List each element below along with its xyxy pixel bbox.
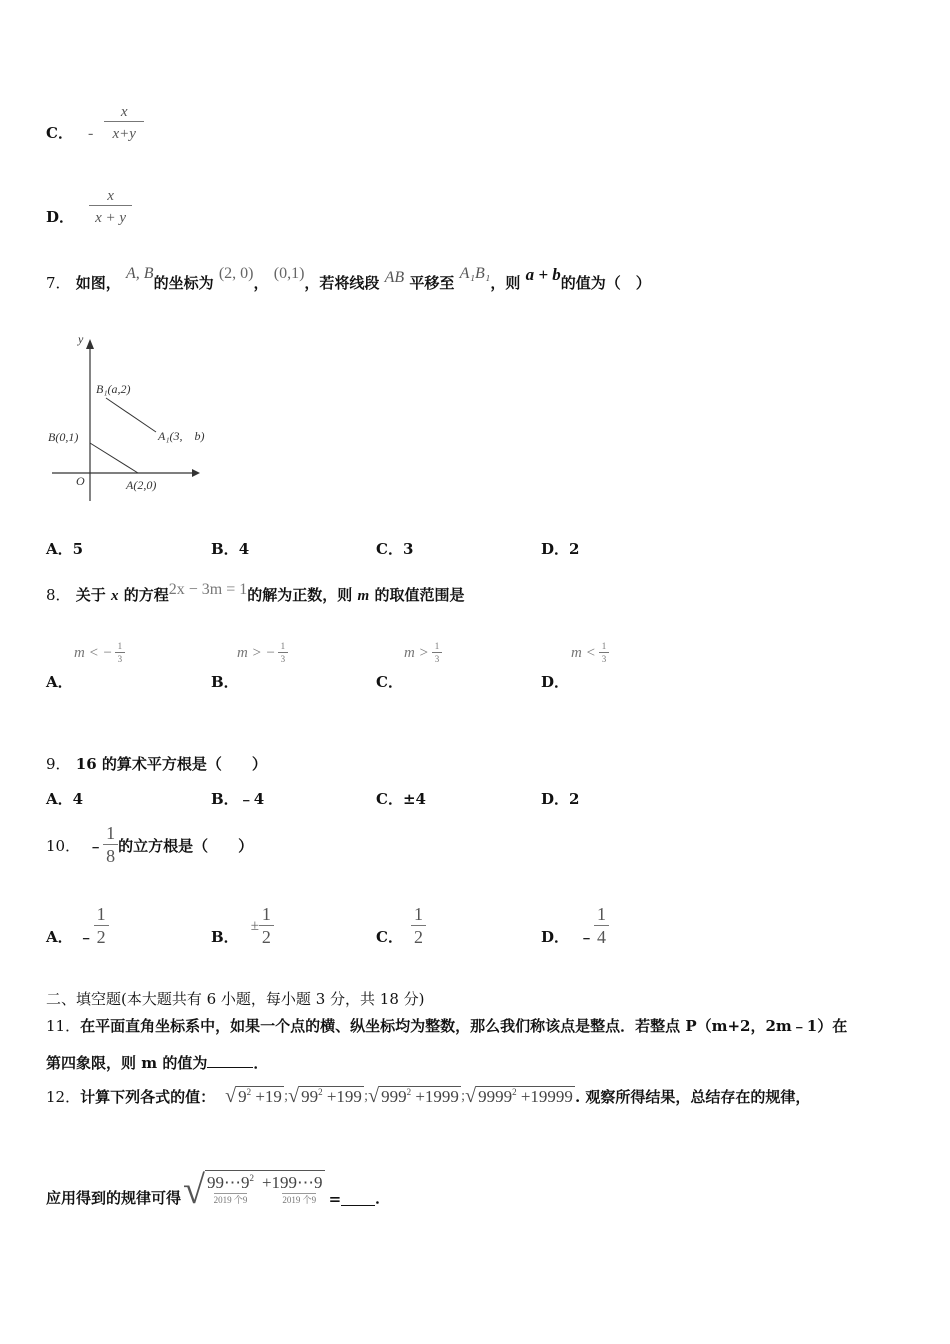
option-value: 4	[72, 790, 84, 808]
term-1	[207, 1173, 254, 1193]
q11-text-1: 在平面直角坐标系中，如果一个点的横、纵坐标均为整数，那么我们称该点是整点．若整点 P（m+2，2m﹣1）在	[80, 1017, 848, 1035]
option-label: D．	[541, 540, 570, 558]
q9-text: 16 的算术平方根是（ ）	[75, 755, 267, 773]
equals-sign: =	[328, 1190, 342, 1208]
option-label: A．	[46, 790, 73, 808]
big-sqrt-expression	[183, 1167, 325, 1212]
addend: +19999	[520, 1087, 573, 1107]
q8-var-x: x	[111, 588, 119, 604]
x-axis-arrow	[192, 469, 200, 477]
sqrt-expression-1: √ $9^2 +19$	[225, 1085, 282, 1108]
sqrt-expression-4: √ 9999$^2$ +19999	[465, 1085, 573, 1108]
option-value: 2	[569, 540, 580, 558]
denominator: x + y	[89, 205, 132, 227]
exponent: 2	[318, 1087, 323, 1098]
question-12-line-2	[46, 1167, 391, 1212]
a1-label: A₁(3, b)	[158, 429, 205, 443]
numerator: 1	[601, 641, 607, 651]
numerator: 1	[261, 904, 271, 924]
q7-text-6: 的值为（ ）	[560, 274, 651, 292]
answer-blank[interactable]	[207, 1053, 253, 1068]
base: 9999	[478, 1087, 513, 1107]
option-label: A．	[46, 672, 73, 691]
q7-point-a: (2, 0)	[218, 265, 254, 282]
q8-text-3: 的解为正数，则	[247, 586, 353, 604]
q7-math-ab: A, B	[126, 265, 154, 282]
q12-text-1: 计算下列各式的值：	[80, 1088, 216, 1106]
option-label: B．	[211, 672, 239, 691]
question-12-line-1	[46, 1086, 810, 1107]
question-10	[46, 824, 253, 867]
minus-sign: -	[88, 124, 94, 142]
q8-var-m: m	[357, 588, 370, 604]
q9-option-d	[541, 788, 579, 809]
fraction	[599, 642, 610, 665]
q10-fraction	[103, 824, 118, 867]
addend: +199	[326, 1087, 362, 1107]
option-value: ﹣4	[238, 790, 265, 808]
q8-option-a	[46, 642, 125, 692]
radicand	[205, 1170, 325, 1205]
q12-text-2: . 观察所得结果，总结存在的规律，	[574, 1088, 811, 1106]
q7-segment-ab: AB	[384, 269, 405, 286]
option-math	[237, 642, 288, 665]
inequality: m < −	[74, 644, 113, 661]
base: 99	[301, 1087, 319, 1107]
option-label: B．	[211, 927, 239, 946]
q7-option-d	[541, 538, 579, 559]
option-label: A．	[46, 540, 73, 558]
addend: +19	[255, 1087, 282, 1107]
q12-line-2-text: 应用得到的规律可得	[46, 1189, 182, 1207]
question-11-line-2	[46, 1052, 268, 1073]
q8-option-d	[541, 642, 609, 692]
q10-option-d	[541, 905, 609, 948]
option-math	[74, 642, 125, 665]
q8-option-c	[376, 642, 442, 692]
q7-text-5: ，则	[490, 274, 521, 292]
q7-point-b: (0,1)	[273, 265, 305, 282]
fraction	[278, 642, 289, 665]
q7-option-b	[211, 538, 249, 559]
origin-label: O	[76, 474, 85, 488]
option-label: D．	[541, 927, 570, 946]
option-label: B．	[211, 790, 239, 808]
denominator: 2	[259, 925, 274, 948]
numerator: 1	[280, 641, 286, 651]
numerator: 1	[434, 641, 440, 651]
fraction	[94, 905, 109, 948]
q7-coordinate-figure	[40, 325, 220, 510]
denominator: x+y	[104, 121, 143, 143]
option-value: 3	[402, 540, 414, 558]
q7-text-4: 平移至	[409, 274, 455, 292]
q7-text-3: ，若将线段	[304, 274, 380, 292]
fraction	[259, 905, 274, 948]
underbrace-caption: 2019 个9	[213, 1194, 248, 1205]
inequality: m >	[404, 644, 429, 661]
q7-text-1: 如图，	[75, 274, 121, 292]
segment-ab	[90, 443, 138, 473]
q7-comma: ，	[253, 274, 269, 292]
q7-segment-a1b1: A₁B₁	[459, 265, 491, 282]
separator: ;	[283, 1088, 289, 1104]
option-label: A．	[46, 927, 73, 946]
question-number: 8．	[46, 586, 71, 604]
q7-text-2: 的坐标为	[153, 274, 214, 292]
q11-text-2: 第四象限，则 m 的值为	[46, 1054, 208, 1072]
y-axis-arrow	[86, 339, 94, 349]
question-7	[46, 265, 651, 293]
exponent: 2	[249, 1173, 254, 1183]
fraction	[594, 905, 609, 948]
option-label: C．	[46, 123, 73, 142]
sqrt-expression-3: √ $999^2 +1999$	[368, 1085, 459, 1108]
addend: +1999	[415, 1087, 459, 1107]
segment-a1b1	[106, 398, 156, 432]
a-label: A(2,0)	[126, 478, 157, 492]
base: 9	[238, 1087, 247, 1107]
option-math	[571, 642, 609, 665]
b-label: B(0,1)	[48, 430, 79, 444]
q9-option-b	[211, 788, 264, 809]
option-label: D．	[541, 672, 570, 691]
option-sign: ﹣	[579, 927, 595, 946]
option-value: ±4	[402, 790, 426, 808]
inequality: m > −	[237, 644, 276, 661]
question-8	[46, 581, 465, 605]
fraction	[411, 905, 426, 948]
question-number: 12．	[46, 1088, 81, 1106]
option-label: D．	[46, 207, 75, 226]
q9-option-c	[376, 788, 426, 809]
fraction	[432, 642, 443, 665]
denominator: 3	[599, 652, 610, 665]
option-label: B．	[211, 540, 239, 558]
denominator: 3	[432, 652, 443, 665]
separator: ;	[460, 1088, 466, 1104]
option-label: C．	[376, 672, 403, 691]
sqrt-expression-2: √ $99^2 +199$	[288, 1085, 362, 1108]
denominator: 3	[115, 652, 126, 665]
option-value: 2	[569, 790, 580, 808]
fraction	[115, 642, 126, 665]
question-number: 7．	[46, 274, 71, 292]
fraction	[104, 104, 143, 142]
denominator: 2	[94, 925, 109, 948]
underbrace-caption: 2019 个9	[282, 1194, 317, 1205]
denominator: 4	[594, 925, 609, 948]
q10-option-b	[211, 905, 274, 948]
option-value: 5	[72, 540, 84, 558]
option-label: C．	[376, 790, 403, 808]
repeated-nines-plus: +199⋯9	[261, 1173, 323, 1192]
numerator: 1	[106, 823, 116, 843]
q11-end: ．	[253, 1054, 269, 1072]
q7-option-a	[46, 538, 83, 559]
answer-blank[interactable]	[341, 1191, 375, 1206]
q8-text-1: 关于	[75, 586, 106, 604]
exponent: 2	[406, 1087, 412, 1098]
repeated-nines: 99⋯9	[206, 1173, 250, 1192]
exponent: 2	[246, 1087, 252, 1098]
separator: ;	[363, 1088, 369, 1104]
q8-option-b	[211, 642, 288, 692]
q8-text-4: 的取值范围是	[374, 586, 465, 604]
denominator: 8	[103, 844, 118, 867]
numerator: 1	[597, 904, 607, 924]
denominator: 3	[278, 652, 289, 665]
q10-option-c	[376, 905, 426, 948]
option-sign: ﹣	[78, 927, 94, 946]
q10-text: 的立方根是（ ）	[118, 836, 254, 855]
exponent: 2	[512, 1087, 517, 1098]
numerator: x	[107, 188, 114, 204]
q10-option-a	[46, 905, 109, 948]
numerator: x	[120, 104, 128, 120]
question-9	[46, 753, 267, 774]
option-value: 4	[238, 540, 250, 558]
q10-sign: ﹣	[88, 836, 104, 855]
question-number: 11．	[46, 1017, 81, 1035]
option-label: C．	[376, 927, 403, 946]
question-number: 10．	[46, 836, 81, 855]
q9-option-a	[46, 788, 83, 809]
option-math	[404, 642, 442, 665]
numerator: 1	[117, 641, 123, 651]
section-heading: 二、填空题(本大题共有 6 小题，每小题 3 分，共 18 分)	[46, 990, 425, 1008]
q6-option-d	[46, 188, 132, 226]
denominator: 2	[411, 925, 426, 948]
q7-sum: a + b	[525, 265, 561, 284]
question-number: 9．	[46, 755, 71, 773]
fraction	[89, 188, 132, 226]
y-axis-label: y	[78, 332, 84, 346]
numerator: 1	[413, 904, 423, 924]
option-sign: ±	[250, 917, 259, 934]
option-label: D．	[541, 790, 570, 808]
q8-text-2: 的方程	[123, 586, 169, 604]
q6-option-c	[46, 104, 144, 142]
base: 999	[381, 1087, 407, 1107]
b1-label: B₁(a,2)	[96, 382, 131, 396]
radical-sign: √	[183, 1167, 205, 1212]
underbrace-term-1	[207, 1173, 254, 1205]
q12-end: ．	[375, 1189, 391, 1207]
numerator: 1	[96, 904, 106, 924]
q8-equation: 2x − 3m = 1	[168, 581, 248, 598]
question-11-line-1	[46, 1015, 847, 1036]
underbrace-term-2	[262, 1173, 323, 1205]
option-label: C．	[376, 540, 403, 558]
inequality: m <	[571, 644, 596, 661]
q7-option-c	[376, 538, 413, 559]
